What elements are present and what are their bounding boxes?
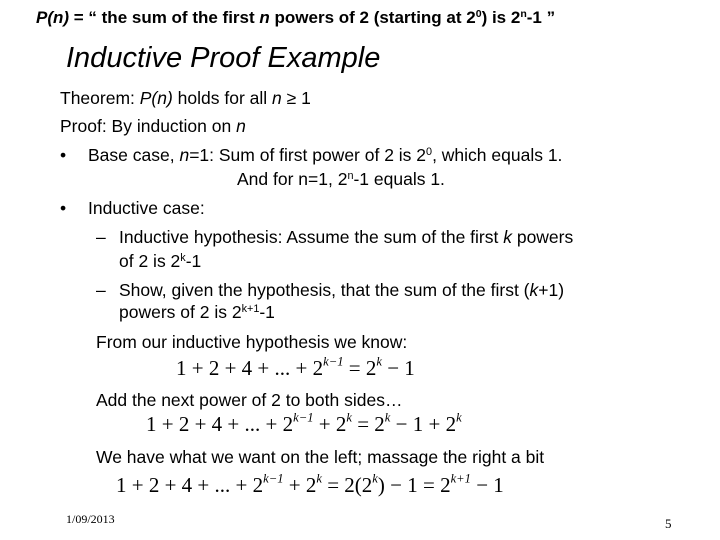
footer-date: 1/09/2013: [66, 512, 115, 526]
proof-line: Proof: By induction on n: [60, 116, 246, 136]
base-case-line2: And for n=1, 2$^n$-1 equals 1.: [237, 169, 445, 189]
show-line: Show, given the hypothesis, that the sum of the first (k+1): [119, 280, 565, 300]
page-number: 5: [665, 516, 672, 531]
equation-3: 1 + 2 + 4 + ... + $2^{k-1} + 2^k = 2(2^k) - 1 = 2^{k+1} - 1$: [116, 471, 504, 497]
hypothesis-line: Inductive hypothesis: Assume the sum of the first k powers: [119, 227, 574, 247]
header-pn: P(n): [36, 8, 70, 27]
slide-header: P(n) = “ the sum of the first n powers of 2 (starting at $2^0$) is 2$^n$-1 ”: [36, 8, 556, 27]
from-hypothesis-text: From our inductive hypothesis we know:: [96, 332, 408, 352]
add-next-text: Add the next power of 2 to both sides…: [96, 390, 403, 410]
slide-title: Inductive Proof Example: [66, 42, 381, 74]
inductive-bullet: •: [60, 198, 67, 218]
theorem-line: Theorem: P(n) holds for all n ≥ 1: [60, 88, 311, 108]
base-case-line: Base case, n=1: Sum of first power of 2 is $2^0$, which equals 1.: [88, 145, 563, 165]
hypothesis-line2: of 2 is 2$^k$-1: [119, 251, 202, 271]
hypothesis-dash: –: [96, 227, 106, 247]
massage-text: We have what we want on the left; massage the right a bit: [96, 447, 545, 467]
equation-1: 1 + 2 + 4 + ... + $2^{k-1} = 2^k - 1$: [176, 354, 415, 380]
show-dash: –: [96, 280, 106, 300]
base-bullet: •: [60, 145, 67, 165]
show-line2: powers of 2 is $2^{k+1}-1$: [119, 302, 275, 322]
equation-2: 1 + 2 + 4 + ... + $2^{k-1} + 2^k = 2^k - 1 + 2^k$: [146, 410, 462, 436]
inductive-case-label: Inductive case:: [88, 198, 205, 218]
